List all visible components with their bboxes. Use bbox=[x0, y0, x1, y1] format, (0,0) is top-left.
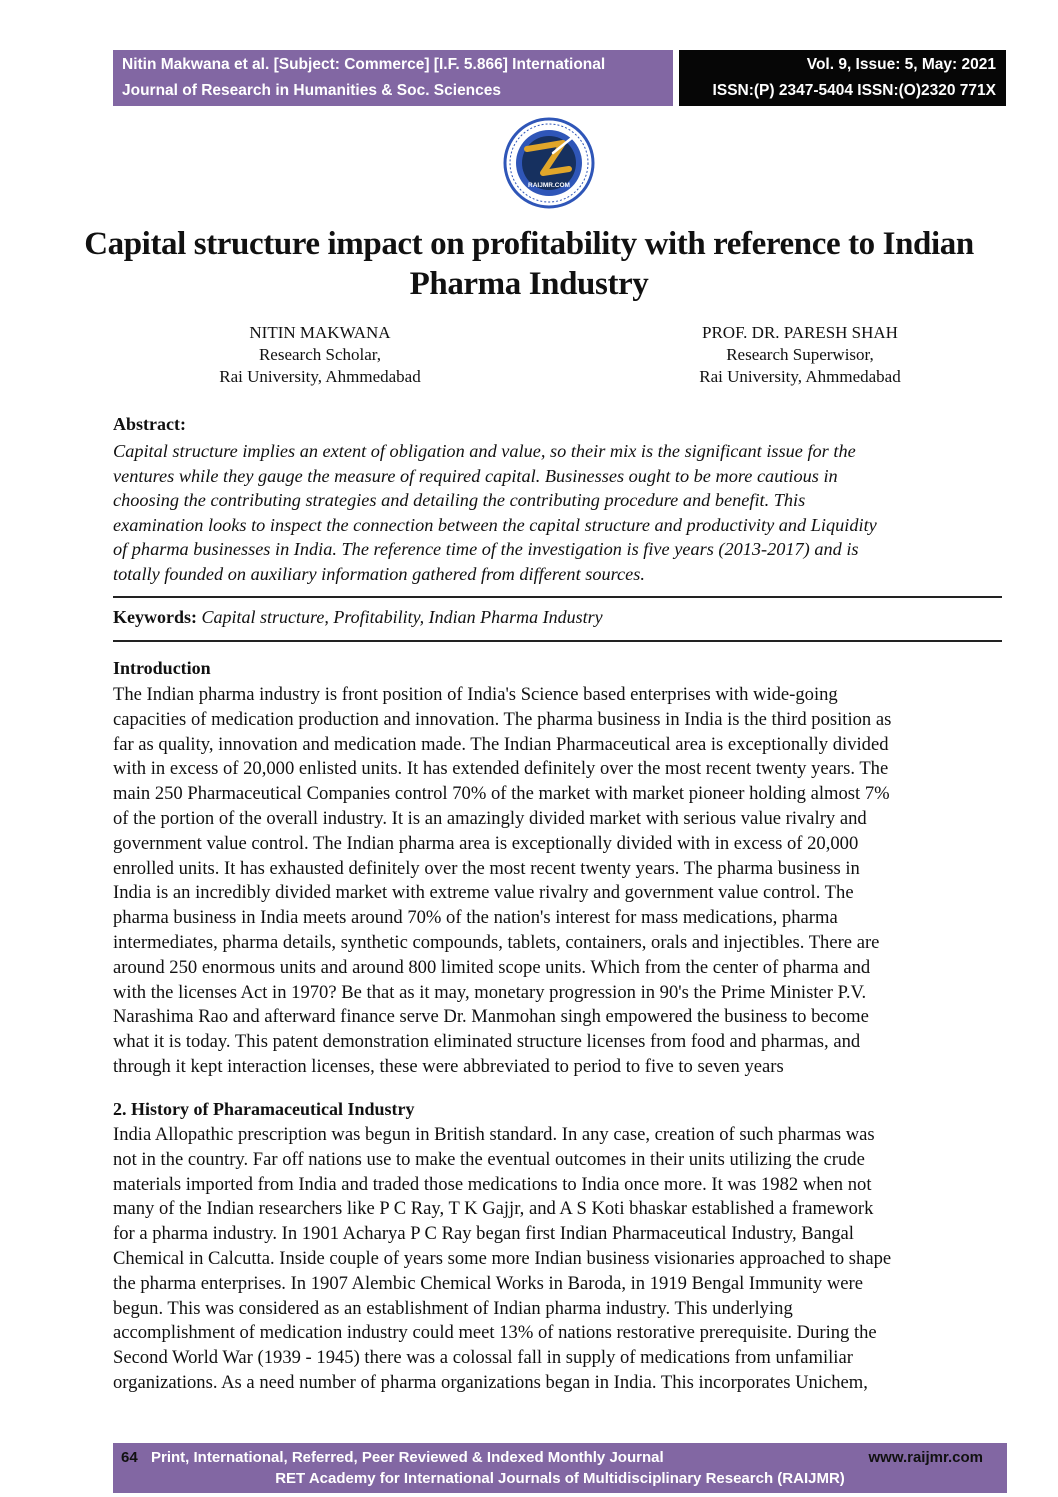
body-line: materials imported from India and traded those medications to India once more. It was 1982 when not bbox=[113, 1173, 872, 1195]
journal-header-right bbox=[679, 50, 1006, 106]
paper-title-line-2: Pharma Industry bbox=[409, 266, 649, 302]
raijmr-seal-logo bbox=[503, 117, 595, 209]
abstract-body bbox=[113, 439, 1007, 587]
body-line: not in the country. Far off nations use to make the eventual outcomes in their units utilizing the crude bbox=[113, 1148, 865, 1170]
body-line: India Allopathic prescription was begun in British standard. In any case, creation of such pharmas was bbox=[113, 1124, 875, 1145]
author-name: PROF. DR. PARESH SHAH bbox=[702, 323, 898, 342]
header-volume-issue: Vol. 9, Issue: 5, May: 2021 bbox=[806, 56, 996, 73]
body-line: through it kept interaction licenses, these were abbreviated to period to five to seven years bbox=[113, 1055, 784, 1077]
divider-rule bbox=[113, 640, 1002, 642]
journal-footer bbox=[113, 1443, 1007, 1493]
paper-title-line-1: Capital structure impact on profitability with reference to Indian bbox=[84, 226, 974, 262]
body-line: Narashima Rao and afterward finance serve Dr. Manmohan singh empowered the business to become bbox=[113, 1006, 869, 1028]
paper-title bbox=[60, 224, 998, 304]
body-line: Chemical in Calcutta. Inside couple of years some more Indian business visionaries approached to shape bbox=[113, 1247, 892, 1269]
author-role: Research Superwisor, bbox=[726, 345, 874, 364]
body-line: with the licenses Act in 1970? Be that as it may, monetary progression in 90's the Prime Minister P.V. bbox=[113, 981, 867, 1003]
introduction-heading: Introduction bbox=[113, 658, 211, 678]
body-line: intermediates, pharma details, synthetic compounds, tablets, containers, orals and injectibles. There are bbox=[113, 931, 880, 953]
author-block-1 bbox=[190, 322, 450, 388]
body-line: many of the Indian researchers like P C Ray, T K Gajjr, and A S Koti bhaskar established a framework bbox=[113, 1198, 874, 1220]
author-block-2 bbox=[650, 322, 950, 388]
footer-url[interactable]: www.raijmr.com bbox=[868, 1449, 983, 1466]
history-body bbox=[113, 1123, 1007, 1396]
journal-header-left bbox=[113, 50, 673, 106]
history-heading: 2. History of Pharamaceutical Industry bbox=[113, 1099, 415, 1119]
abstract-line: examination looks to inspect the connection between the capital structure and productivity and Liquidity bbox=[113, 514, 877, 535]
body-line: far as quality, innovation and medication made. The Indian Pharmaceutical area is exceptionally divided bbox=[113, 733, 889, 755]
divider-rule bbox=[113, 596, 1002, 598]
body-line: accomplishment of medication industry could meet 13% of nations restorative prerequisite. During the bbox=[113, 1322, 877, 1344]
author-affiliation: Rai University, Ahmmedabad bbox=[699, 367, 901, 386]
author-affiliation: Rai University, Ahmmedabad bbox=[219, 367, 421, 386]
author-name: NITIN MAKWANA bbox=[249, 323, 391, 342]
keywords-line bbox=[113, 607, 603, 628]
abstract-line: Capital structure implies an extent of obligation and value, so their mix is the significant issue for the bbox=[113, 441, 856, 461]
body-line: government value control. The Indian pharma area is exceptionally divided with in excess of 20,000 bbox=[113, 832, 859, 854]
abstract-line: totally founded on auxiliary information gathered from different sources. bbox=[113, 563, 645, 584]
body-line: with in excess of 20,000 enlisted units. It has extended definitely over the most recent twenty years. The bbox=[113, 758, 889, 780]
body-line: enrolled units. It has exhausted definitely over the most recent twenty years. The pharma business in bbox=[113, 857, 860, 879]
body-line: main 250 Pharmaceutical Companies control 70% of the market with market pioneer holding almost 7% bbox=[113, 783, 890, 805]
header-citation-line: Nitin Makwana et al. [Subject: Commerce] [I.F. 5.866] International bbox=[122, 56, 606, 73]
body-line: the pharma enterprises. In 1907 Alembic Chemical Works in Baroda, in 1919 Bengal Immunity were bbox=[113, 1272, 863, 1294]
footer-publisher: RET Academy for International Journals of Multidisciplinary Research (RAIJMR) bbox=[275, 1470, 845, 1487]
body-line: The Indian pharma industry is front position of India's Science based enterprises with wide-going bbox=[113, 684, 838, 705]
body-line: pharma business in India meets around 70% of the nation's interest for mass medications, pharma bbox=[113, 907, 838, 929]
body-line: around 250 enormous units and around 800 limited scope units. Which from the center of pharma and bbox=[113, 956, 871, 978]
body-line: organizations. As a need number of pharma organizations began in India. This incorporates Unichem, bbox=[113, 1371, 868, 1393]
body-line: what it is today. This patent demonstration eliminated structure licenses from food and pharmas, and bbox=[113, 1031, 861, 1053]
keywords-text: Capital structure, Profitability, Indian Pharma Industry bbox=[201, 607, 603, 627]
body-line: begun. This was considered as an establishment of Indian pharma industry. This underlying bbox=[113, 1297, 793, 1319]
body-line: for a pharma industry. In 1901 Acharya P C Ray began first Indian Pharmaceutical Industry, Bangal bbox=[113, 1223, 854, 1245]
page-number: 64 bbox=[121, 1449, 138, 1466]
introduction-body bbox=[113, 683, 1007, 1080]
keywords-label: Keywords: bbox=[113, 607, 197, 627]
abstract-line: choosing the contributing strategies and detailing the contributing procedure and benefit. This bbox=[113, 490, 806, 511]
logo-text: RAIJMR.COM bbox=[528, 182, 570, 189]
body-line: India is an incredibly divided market with extreme value rivalry and government value control. The bbox=[113, 882, 854, 904]
header-journal-line: Journal of Research in Humanities & Soc. Sciences bbox=[122, 82, 502, 99]
body-line: capacities of medication production and innovation. The pharma business in India is the third position as bbox=[113, 708, 892, 730]
header-issn: ISSN:(P) 2347-5404 ISSN:(O)2320 771X bbox=[712, 82, 996, 99]
abstract-line: of pharma businesses in India. The reference time of the investigation is five years (2013-2017) and is bbox=[113, 539, 859, 560]
body-line: of the portion of the overall industry. It is an amazingly divided market with serious value rivalry and bbox=[113, 807, 867, 829]
footer-journal-type: Print, International, Referred, Peer Reviewed & Indexed Monthly Journal bbox=[151, 1449, 664, 1466]
author-role: Research Scholar, bbox=[258, 345, 382, 364]
abstract-heading: Abstract: bbox=[113, 414, 186, 434]
abstract-line: ventures while they gauge the measure of required capital. Businesses ought to be more cautious in bbox=[113, 465, 838, 486]
body-line: Second World War (1939 - 1945) there was a colossal fall in supply of medications from unfamiliar bbox=[113, 1347, 853, 1369]
